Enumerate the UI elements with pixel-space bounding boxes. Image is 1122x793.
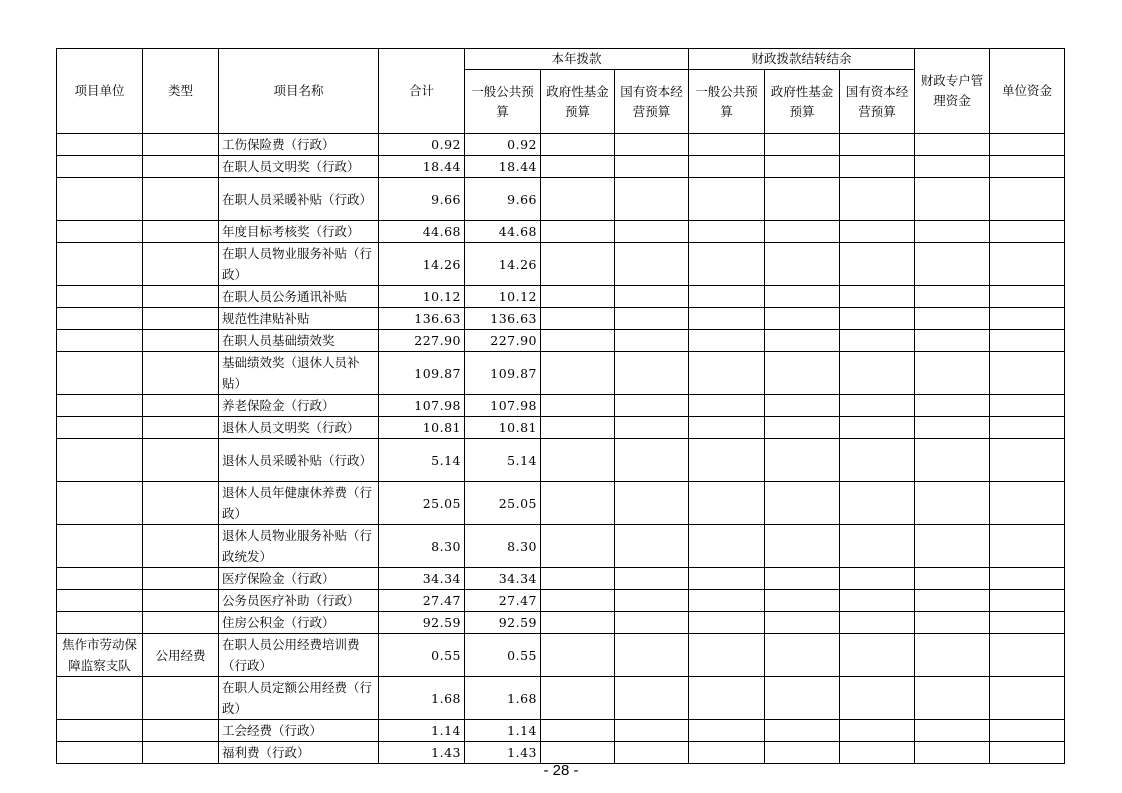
current-capital-cell — [615, 417, 689, 439]
total-cell: 27.47 — [379, 590, 465, 612]
current-fund-cell — [541, 634, 615, 677]
current-general-cell: 107.98 — [465, 395, 541, 417]
current-capital-cell — [615, 634, 689, 677]
current-general-cell: 1.14 — [465, 720, 541, 742]
item-name-cell: 在职人员物业服务补贴（行政） — [219, 243, 379, 286]
current-capital-cell — [615, 308, 689, 330]
header-carryover-capital: 国有资本经营预算 — [840, 70, 915, 134]
special-fund-cell — [915, 568, 990, 590]
header-carryover-group: 财政拨款结转结余 — [689, 49, 915, 70]
unit-fund-cell — [990, 352, 1065, 395]
unit-fund-cell — [990, 482, 1065, 525]
current-general-cell: 44.68 — [465, 221, 541, 243]
unit-cell — [57, 568, 143, 590]
carryover-capital-cell — [840, 439, 915, 482]
header-carryover-fund: 政府性基金预算 — [765, 70, 840, 134]
table-row — [57, 634, 1065, 677]
item-name-cell: 退休人员采暖补贴（行政） — [219, 439, 379, 482]
item-name-cell: 基础绩效奖（退休人员补贴） — [219, 352, 379, 395]
current-general-cell: 109.87 — [465, 352, 541, 395]
total-cell: 1.68 — [379, 677, 465, 720]
item-name-cell: 在职人员公用经费培训费（行政） — [219, 634, 379, 677]
carryover-fund-cell — [765, 330, 840, 352]
special-fund-cell — [915, 395, 990, 417]
current-fund-cell — [541, 243, 615, 286]
unit-fund-cell — [990, 178, 1065, 221]
unit-cell — [57, 178, 143, 221]
header-current-capital: 国有资本经营预算 — [615, 70, 689, 134]
table-row — [57, 612, 1065, 634]
current-general-cell: 14.26 — [465, 243, 541, 286]
current-capital-cell — [615, 590, 689, 612]
type-cell — [143, 525, 219, 568]
table-row — [57, 482, 1065, 525]
carryover-general-cell — [689, 308, 765, 330]
table-row — [57, 221, 1065, 243]
type-cell: 公用经费 — [143, 634, 219, 677]
carryover-fund-cell — [765, 286, 840, 308]
carryover-general-cell — [689, 482, 765, 525]
special-fund-cell — [915, 439, 990, 482]
header-unit-fund: 单位资金 — [990, 49, 1065, 134]
current-fund-cell — [541, 525, 615, 568]
carryover-capital-cell — [840, 720, 915, 742]
unit-fund-cell — [990, 720, 1065, 742]
carryover-fund-cell — [765, 439, 840, 482]
type-cell — [143, 178, 219, 221]
total-cell: 1.43 — [379, 742, 465, 764]
carryover-general-cell — [689, 243, 765, 286]
total-cell: 14.26 — [379, 243, 465, 286]
item-name-cell: 公务员医疗补助（行政） — [219, 590, 379, 612]
unit-fund-cell — [990, 221, 1065, 243]
current-general-cell: 18.44 — [465, 156, 541, 178]
current-capital-cell — [615, 243, 689, 286]
type-cell — [143, 439, 219, 482]
total-cell: 10.81 — [379, 417, 465, 439]
header-carryover-general: 一般公共预算 — [689, 70, 765, 134]
type-cell — [143, 243, 219, 286]
unit-fund-cell — [990, 742, 1065, 764]
total-cell: 107.98 — [379, 395, 465, 417]
special-fund-cell — [915, 677, 990, 720]
table-row — [57, 417, 1065, 439]
type-cell — [143, 742, 219, 764]
unit-cell — [57, 156, 143, 178]
item-name-cell: 在职人员采暖补贴（行政） — [219, 178, 379, 221]
unit-cell: 焦作市劳动保障监察支队 — [57, 634, 143, 677]
carryover-general-cell — [689, 677, 765, 720]
current-capital-cell — [615, 286, 689, 308]
carryover-general-cell — [689, 720, 765, 742]
table-row — [57, 742, 1065, 764]
unit-cell — [57, 720, 143, 742]
carryover-fund-cell — [765, 308, 840, 330]
special-fund-cell — [915, 742, 990, 764]
current-general-cell: 34.34 — [465, 568, 541, 590]
unit-fund-cell — [990, 134, 1065, 156]
carryover-fund-cell — [765, 568, 840, 590]
carryover-fund-cell — [765, 134, 840, 156]
unit-fund-cell — [990, 439, 1065, 482]
total-cell: 10.12 — [379, 286, 465, 308]
carryover-fund-cell — [765, 243, 840, 286]
special-fund-cell — [915, 156, 990, 178]
carryover-capital-cell — [840, 221, 915, 243]
special-fund-cell — [915, 482, 990, 525]
carryover-capital-cell — [840, 417, 915, 439]
item-name-cell: 工伤保险费（行政） — [219, 134, 379, 156]
total-cell: 5.14 — [379, 439, 465, 482]
item-name-cell: 在职人员定额公用经费（行政） — [219, 677, 379, 720]
table-row — [57, 677, 1065, 720]
unit-fund-cell — [990, 330, 1065, 352]
special-fund-cell — [915, 134, 990, 156]
special-fund-cell — [915, 634, 990, 677]
type-cell — [143, 482, 219, 525]
item-name-cell: 规范性津贴补贴 — [219, 308, 379, 330]
carryover-general-cell — [689, 525, 765, 568]
table-row — [57, 308, 1065, 330]
special-fund-cell — [915, 330, 990, 352]
item-name-cell: 在职人员文明奖（行政） — [219, 156, 379, 178]
current-capital-cell — [615, 395, 689, 417]
carryover-fund-cell — [765, 395, 840, 417]
carryover-fund-cell — [765, 612, 840, 634]
current-general-cell: 136.63 — [465, 308, 541, 330]
current-capital-cell — [615, 568, 689, 590]
current-general-cell: 5.14 — [465, 439, 541, 482]
carryover-capital-cell — [840, 395, 915, 417]
unit-cell — [57, 134, 143, 156]
total-cell: 1.14 — [379, 720, 465, 742]
carryover-general-cell — [689, 417, 765, 439]
carryover-general-cell — [689, 568, 765, 590]
item-name-cell: 在职人员基础绩效奖 — [219, 330, 379, 352]
type-cell — [143, 330, 219, 352]
item-name-cell: 在职人员公务通讯补贴 — [219, 286, 379, 308]
carryover-general-cell — [689, 221, 765, 243]
item-name-cell: 退休人员文明奖（行政） — [219, 417, 379, 439]
current-general-cell: 92.59 — [465, 612, 541, 634]
header-current-fund: 政府性基金预算 — [541, 70, 615, 134]
type-cell — [143, 395, 219, 417]
table-row — [57, 590, 1065, 612]
carryover-capital-cell — [840, 568, 915, 590]
total-cell: 44.68 — [379, 221, 465, 243]
unit-fund-cell — [990, 677, 1065, 720]
carryover-general-cell — [689, 156, 765, 178]
carryover-capital-cell — [840, 590, 915, 612]
type-cell — [143, 720, 219, 742]
special-fund-cell — [915, 308, 990, 330]
current-general-cell: 10.12 — [465, 286, 541, 308]
carryover-fund-cell — [765, 720, 840, 742]
current-capital-cell — [615, 134, 689, 156]
carryover-general-cell — [689, 590, 765, 612]
current-general-cell: 0.92 — [465, 134, 541, 156]
header-type: 类型 — [143, 49, 219, 134]
current-capital-cell — [615, 439, 689, 482]
current-capital-cell — [615, 352, 689, 395]
carryover-capital-cell — [840, 525, 915, 568]
current-capital-cell — [615, 525, 689, 568]
carryover-general-cell — [689, 612, 765, 634]
current-fund-cell — [541, 720, 615, 742]
budget-table — [56, 48, 1065, 764]
carryover-capital-cell — [840, 352, 915, 395]
unit-fund-cell — [990, 590, 1065, 612]
carryover-fund-cell — [765, 742, 840, 764]
current-fund-cell — [541, 742, 615, 764]
item-name-cell: 退休人员物业服务补贴（行政统发） — [219, 525, 379, 568]
current-fund-cell — [541, 482, 615, 525]
carryover-general-cell — [689, 178, 765, 221]
unit-cell — [57, 742, 143, 764]
unit-cell — [57, 612, 143, 634]
special-fund-cell — [915, 286, 990, 308]
carryover-capital-cell — [840, 178, 915, 221]
item-name-cell: 工会经费（行政） — [219, 720, 379, 742]
carryover-general-cell — [689, 439, 765, 482]
type-cell — [143, 568, 219, 590]
special-fund-cell — [915, 178, 990, 221]
carryover-capital-cell — [840, 742, 915, 764]
current-fund-cell — [541, 156, 615, 178]
total-cell: 92.59 — [379, 612, 465, 634]
current-general-cell: 10.81 — [465, 417, 541, 439]
special-fund-cell — [915, 352, 990, 395]
current-fund-cell — [541, 308, 615, 330]
type-cell — [143, 590, 219, 612]
carryover-capital-cell — [840, 330, 915, 352]
unit-cell — [57, 525, 143, 568]
current-fund-cell — [541, 612, 615, 634]
table-row — [57, 243, 1065, 286]
unit-fund-cell — [990, 395, 1065, 417]
total-cell: 227.90 — [379, 330, 465, 352]
current-fund-cell — [541, 221, 615, 243]
total-cell: 136.63 — [379, 308, 465, 330]
type-cell — [143, 417, 219, 439]
total-cell: 34.34 — [379, 568, 465, 590]
table-row — [57, 286, 1065, 308]
current-fund-cell — [541, 134, 615, 156]
item-name-cell: 住房公积金（行政） — [219, 612, 379, 634]
carryover-capital-cell — [840, 286, 915, 308]
carryover-capital-cell — [840, 134, 915, 156]
type-cell — [143, 308, 219, 330]
unit-cell — [57, 482, 143, 525]
current-fund-cell — [541, 286, 615, 308]
carryover-fund-cell — [765, 677, 840, 720]
carryover-general-cell — [689, 134, 765, 156]
carryover-general-cell — [689, 286, 765, 308]
table-header — [57, 49, 1065, 134]
carryover-capital-cell — [840, 612, 915, 634]
carryover-general-cell — [689, 395, 765, 417]
total-cell: 25.05 — [379, 482, 465, 525]
total-cell: 0.55 — [379, 634, 465, 677]
header-current-general: 一般公共预算 — [465, 70, 541, 134]
unit-cell — [57, 286, 143, 308]
type-cell — [143, 352, 219, 395]
total-cell: 9.66 — [379, 178, 465, 221]
carryover-capital-cell — [840, 677, 915, 720]
item-name-cell: 福利费（行政） — [219, 742, 379, 764]
unit-cell — [57, 677, 143, 720]
unit-fund-cell — [990, 417, 1065, 439]
total-cell: 0.92 — [379, 134, 465, 156]
header-name: 项目名称 — [219, 49, 379, 134]
type-cell — [143, 134, 219, 156]
current-general-cell: 9.66 — [465, 178, 541, 221]
total-cell: 8.30 — [379, 525, 465, 568]
current-capital-cell — [615, 482, 689, 525]
carryover-capital-cell — [840, 243, 915, 286]
carryover-general-cell — [689, 330, 765, 352]
carryover-capital-cell — [840, 482, 915, 525]
unit-cell — [57, 308, 143, 330]
table-row — [57, 134, 1065, 156]
carryover-capital-cell — [840, 308, 915, 330]
item-name-cell: 养老保险金（行政） — [219, 395, 379, 417]
item-name-cell: 退休人员年健康休养费（行政） — [219, 482, 379, 525]
current-fund-cell — [541, 395, 615, 417]
current-capital-cell — [615, 156, 689, 178]
current-fund-cell — [541, 178, 615, 221]
current-capital-cell — [615, 612, 689, 634]
carryover-general-cell — [689, 742, 765, 764]
total-cell: 18.44 — [379, 156, 465, 178]
carryover-fund-cell — [765, 417, 840, 439]
unit-fund-cell — [990, 612, 1065, 634]
special-fund-cell — [915, 221, 990, 243]
header-current-year-group: 本年拨款 — [465, 49, 689, 70]
current-capital-cell — [615, 720, 689, 742]
current-capital-cell — [615, 178, 689, 221]
unit-cell — [57, 417, 143, 439]
unit-cell — [57, 395, 143, 417]
table-row — [57, 720, 1065, 742]
unit-cell — [57, 221, 143, 243]
carryover-fund-cell — [765, 482, 840, 525]
type-cell — [143, 612, 219, 634]
current-fund-cell — [541, 568, 615, 590]
special-fund-cell — [915, 243, 990, 286]
unit-fund-cell — [990, 156, 1065, 178]
special-fund-cell — [915, 612, 990, 634]
table-row — [57, 395, 1065, 417]
unit-cell — [57, 330, 143, 352]
current-general-cell: 25.05 — [465, 482, 541, 525]
current-fund-cell — [541, 330, 615, 352]
carryover-fund-cell — [765, 221, 840, 243]
carryover-fund-cell — [765, 590, 840, 612]
carryover-fund-cell — [765, 634, 840, 677]
current-fund-cell — [541, 417, 615, 439]
type-cell — [143, 677, 219, 720]
unit-fund-cell — [990, 634, 1065, 677]
current-capital-cell — [615, 221, 689, 243]
item-name-cell: 年度目标考核奖（行政） — [219, 221, 379, 243]
current-general-cell: 27.47 — [465, 590, 541, 612]
unit-fund-cell — [990, 243, 1065, 286]
unit-fund-cell — [990, 308, 1065, 330]
carryover-fund-cell — [765, 156, 840, 178]
unit-cell — [57, 352, 143, 395]
header-unit: 项目单位 — [57, 49, 143, 134]
special-fund-cell — [915, 417, 990, 439]
carryover-fund-cell — [765, 178, 840, 221]
unit-fund-cell — [990, 286, 1065, 308]
current-general-cell: 1.68 — [465, 677, 541, 720]
table-row — [57, 178, 1065, 221]
special-fund-cell — [915, 525, 990, 568]
total-cell: 109.87 — [379, 352, 465, 395]
current-capital-cell — [615, 742, 689, 764]
item-name-cell: 医疗保险金（行政） — [219, 568, 379, 590]
current-general-cell: 8.30 — [465, 525, 541, 568]
unit-cell — [57, 590, 143, 612]
current-fund-cell — [541, 352, 615, 395]
page-number: - 28 - — [543, 762, 579, 779]
table-row — [57, 352, 1065, 395]
special-fund-cell — [915, 720, 990, 742]
carryover-general-cell — [689, 352, 765, 395]
table-body — [57, 134, 1065, 764]
unit-cell — [57, 243, 143, 286]
table-row — [57, 330, 1065, 352]
current-fund-cell — [541, 590, 615, 612]
unit-fund-cell — [990, 568, 1065, 590]
type-cell — [143, 286, 219, 308]
carryover-capital-cell — [840, 634, 915, 677]
table-row — [57, 439, 1065, 482]
table-row — [57, 568, 1065, 590]
current-general-cell: 1.43 — [465, 742, 541, 764]
unit-cell — [57, 439, 143, 482]
special-fund-cell — [915, 590, 990, 612]
current-fund-cell — [541, 439, 615, 482]
header-total: 合计 — [379, 49, 465, 134]
carryover-fund-cell — [765, 525, 840, 568]
type-cell — [143, 221, 219, 243]
current-general-cell: 0.55 — [465, 634, 541, 677]
current-fund-cell — [541, 677, 615, 720]
current-capital-cell — [615, 677, 689, 720]
table-row — [57, 525, 1065, 568]
carryover-capital-cell — [840, 156, 915, 178]
unit-fund-cell — [990, 525, 1065, 568]
carryover-fund-cell — [765, 352, 840, 395]
table-row — [57, 156, 1065, 178]
current-general-cell: 227.90 — [465, 330, 541, 352]
type-cell — [143, 156, 219, 178]
current-capital-cell — [615, 330, 689, 352]
carryover-general-cell — [689, 634, 765, 677]
header-special-fund: 财政专户管理资金 — [915, 49, 990, 134]
